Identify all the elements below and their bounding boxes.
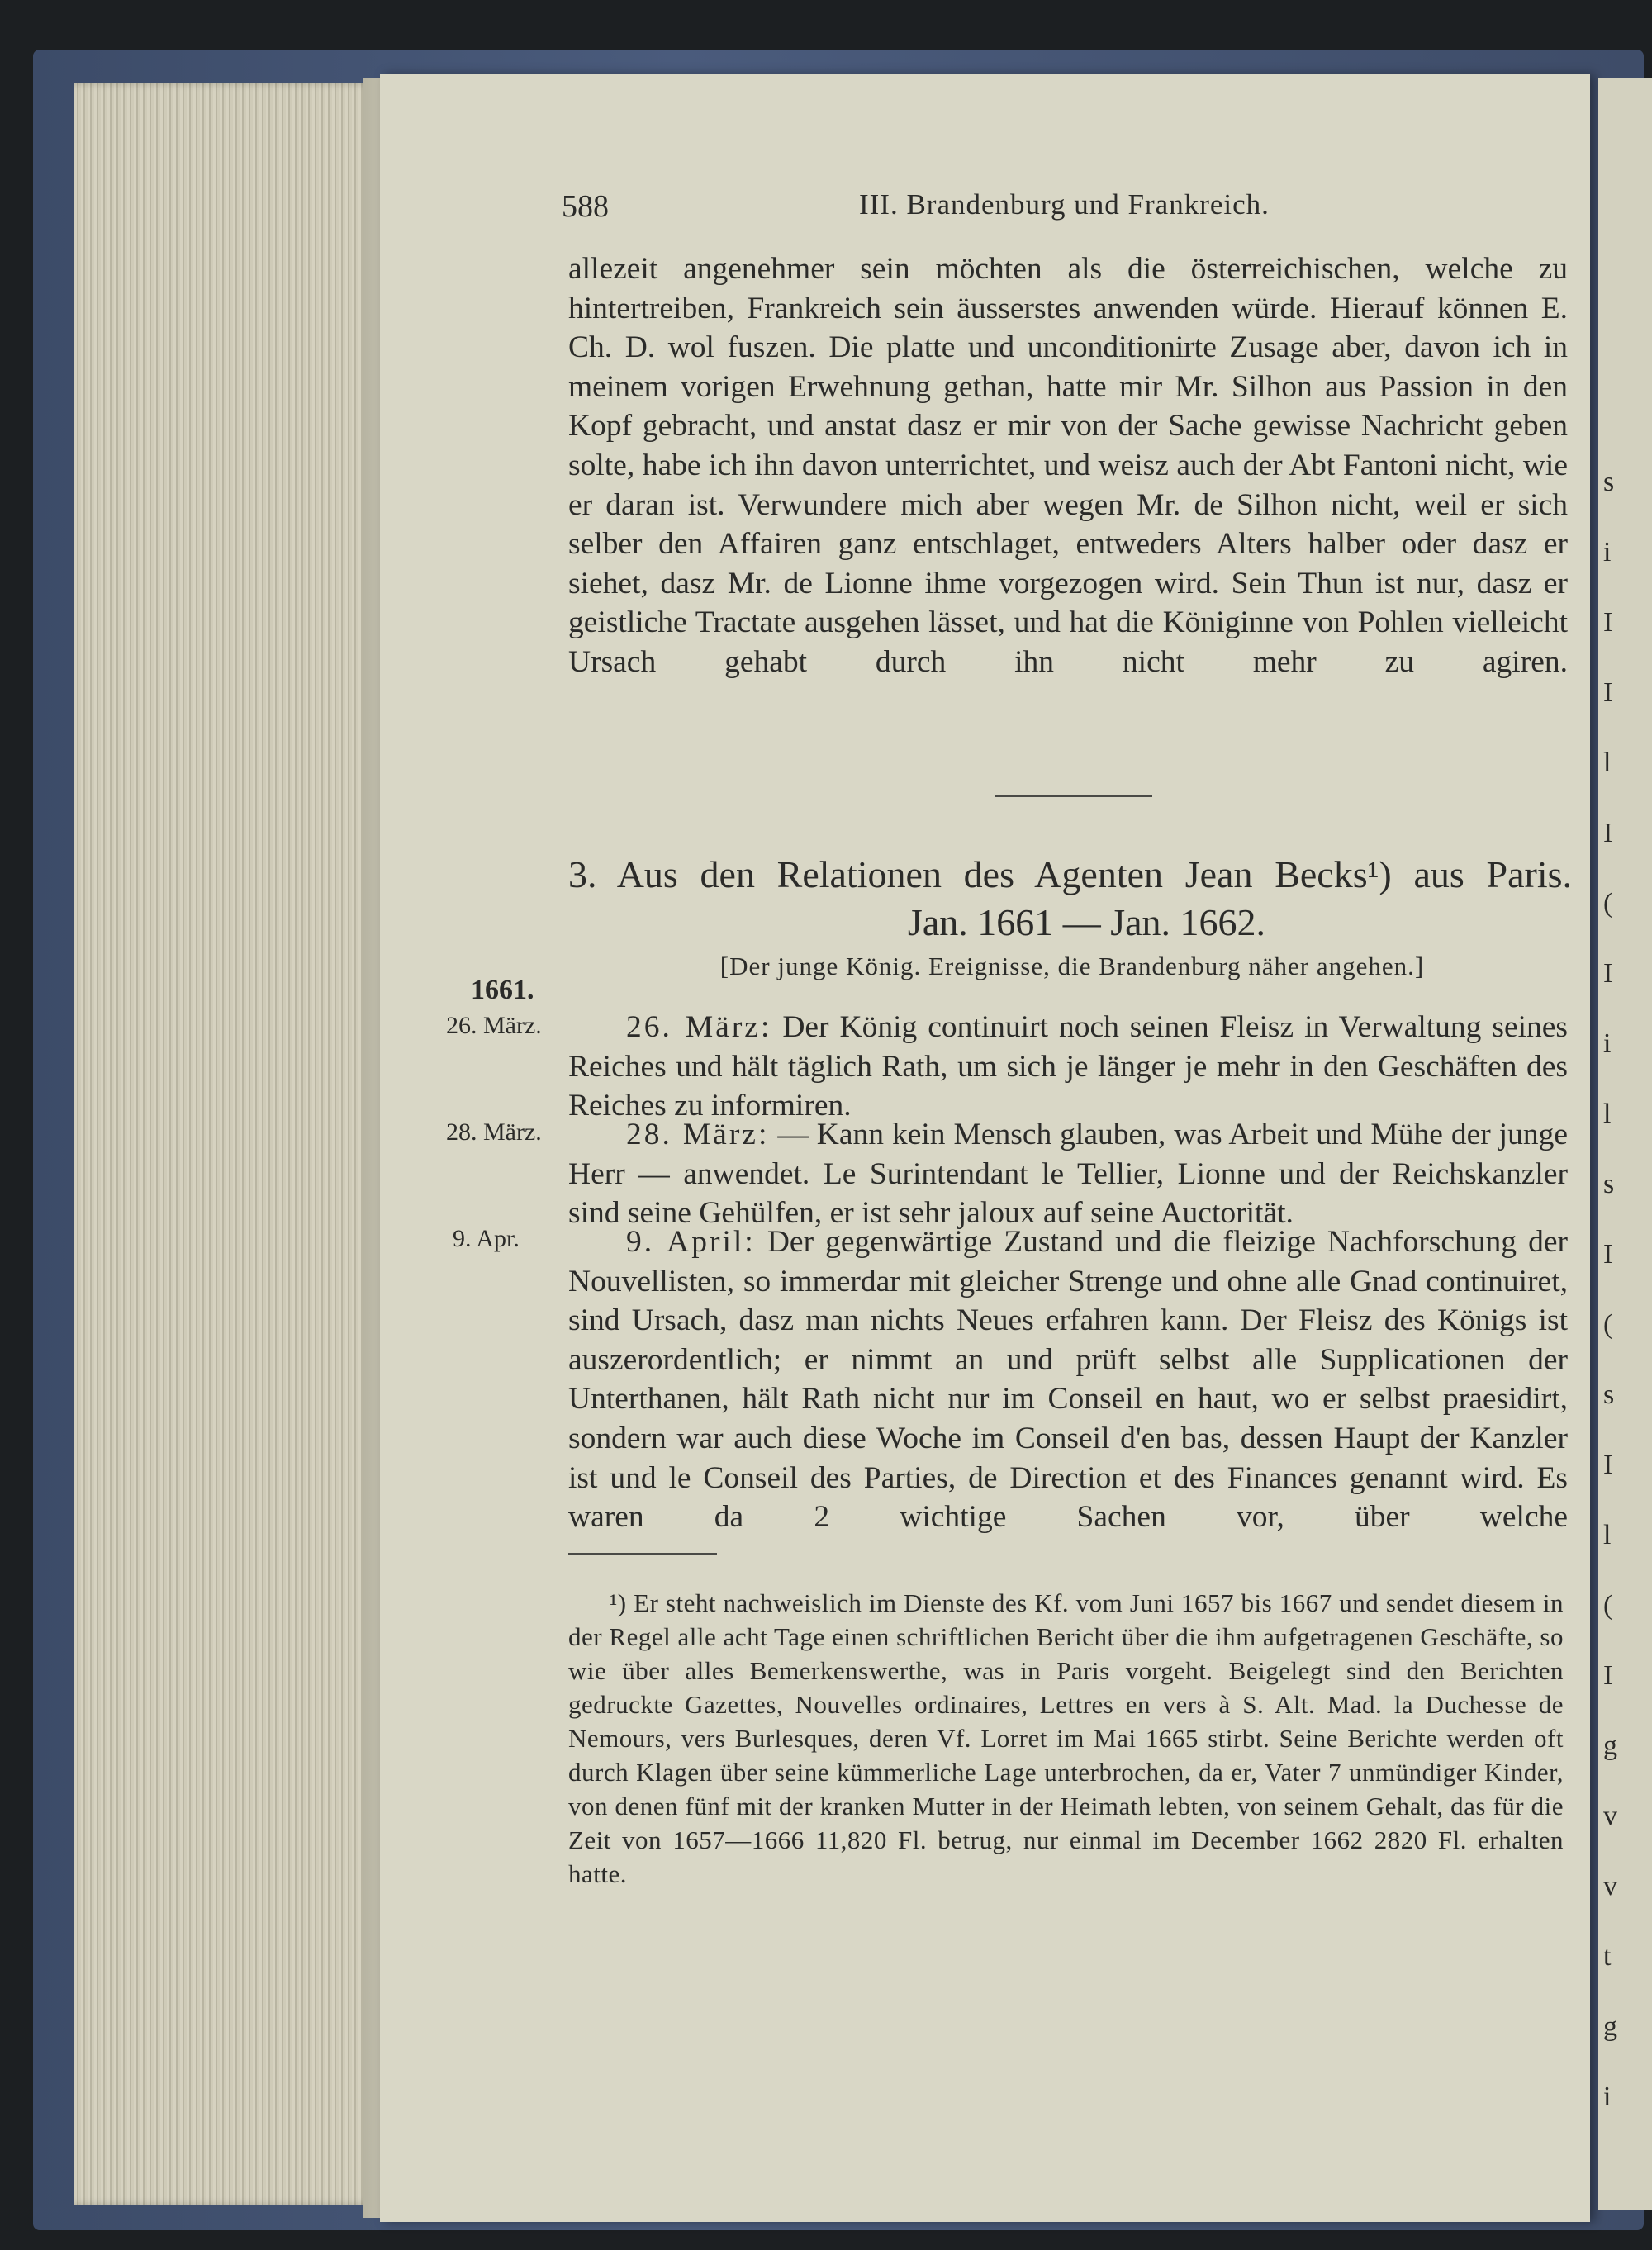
section-title-line2: Jan. 1661 — Jan. 1662. xyxy=(907,901,1266,943)
next-page-fragment: l xyxy=(1603,1520,1612,1550)
next-page-fragment: I xyxy=(1603,1239,1613,1270)
continuation-paragraph: allezeit angenehmer sein möchten als die österreichischen, welche zu hintertreiben, Frankreich sein äusserstes anwenden würde. Hierauf können E. Ch. D. wol fuszen. Die platte und unconditionirte Zusage aber, davon ich in meinem vorigen Erwehnung gethan, hatte mir Mr. Silhon aus Passion in den Kopf gebracht, und anstat dasz er mir von der Sache gewisse Nachricht geben solte, habe ich ihn davon unterrichtet, und weisz auch der Abt Fantoni nicht, wie er daran ist. Verwundere mich aber wegen Mr. de Silhon nicht, weil er sich selber den Affairen ganz entschlaget, entweders Alters halber oder dasz er siehet, dasz Mr. de Lionne ihme vorgezogen wird. Sein Thun ist nur, dasz er geistliche Tractate ausgehen lässet, und hat die Königinne von Pohlen vielleicht Ursach gehabt durch ihn nicht mehr zu agiren. xyxy=(568,252,1568,679)
entry-paragraph xyxy=(568,1008,1568,1126)
section-summary: [Der junge König. Ereignisse, die Brandenburg näher angehen.] xyxy=(719,952,1425,980)
next-page-fragment: ( xyxy=(1603,888,1613,919)
margin-date: 9. Apr. xyxy=(453,1225,520,1252)
next-page-fragment: I xyxy=(1603,1450,1613,1480)
next-page-fragment: i xyxy=(1603,537,1612,567)
next-page-fragment: v xyxy=(1603,1871,1617,1901)
entry-text: Der gegenwärtige Zustand und die fleizige Nachforschung der Nouvellisten, so immerdar mit gleicher Strenge und ohne alle Gnad continuiret, sind Ursach, dasz man nichts Neues erfahren kann. Der Fleisz des Königs ist auszerordentlich; er nimmt an und prüft selbst alle Supplicationen der Unterthanen, hält Rath nicht nur im Conseil en haut, wo er selbst praesidirt, sondern war auch diese Woche im Conseil d'en bas, dessen Haupt der Kanzler ist und le Conseil des Parties, de Direction et des Finances genannt wird. Es waren da 2 wichtige Sachen vor, über welche xyxy=(568,1225,1569,1535)
next-page-fragment: ( xyxy=(1603,1590,1613,1621)
margin-year: 1661. xyxy=(471,975,534,1005)
entry-paragraph xyxy=(568,1115,1568,1233)
section-title xyxy=(568,851,1572,947)
page-edges xyxy=(74,83,388,2205)
next-page-fragment: g xyxy=(1603,2011,1617,2042)
section-divider xyxy=(995,795,1152,797)
margin-date: 26. März. xyxy=(446,1012,542,1039)
footnote-rule xyxy=(568,1553,717,1555)
next-page-fragment: I xyxy=(1603,1660,1613,1691)
next-page-fragment: I xyxy=(1603,607,1613,638)
next-page-fragment: ( xyxy=(1603,1309,1613,1340)
next-page-fragment: I xyxy=(1603,958,1613,989)
entry-date-label: 28. März: xyxy=(626,1118,770,1151)
entry-text: Der König continuirt noch seinen Fleisz in Verwaltung seines Reiches und hält täglich Rath, um sich je länger je mehr in den Geschäften des Reiches zu informiren. xyxy=(568,1010,1568,1123)
section-title-line1: 3. Aus den Relationen des Agenten Jean Becks¹) aus Paris. xyxy=(568,853,1572,895)
next-page-fragment: v xyxy=(1603,1801,1617,1831)
running-head xyxy=(562,188,1586,230)
next-page-edge xyxy=(1598,78,1652,2210)
entry-date-label: 9. April: xyxy=(626,1225,756,1259)
next-page-fragment: s xyxy=(1603,467,1615,497)
entry-paragraph xyxy=(568,1222,1568,1537)
next-page-fragment: t xyxy=(1603,1941,1612,1972)
next-page-fragment: s xyxy=(1603,1169,1615,1199)
next-page-fragment: i xyxy=(1603,1028,1612,1059)
entry-text: — Kann kein Mensch glauben, was Arbeit und Mühe der junge Herr — anwendet. Le Surintendant le Tellier, Lionne und der Reichskanzler sind seine Gehülfen, er ist sehr jaloux auf seine Auctorität. xyxy=(568,1118,1568,1231)
header-title: III. Brandenburg und Frankreich. xyxy=(859,188,1270,221)
next-page-fragment: s xyxy=(1603,1379,1615,1410)
footnote: ¹) Er steht nachweislich im Dienste des Kf. vom Juni 1657 bis 1667 und sendet diesem in der Regel alle acht Tage einen schriftlichen Bericht über die ihm aufgetragenen Geschäfte, so wie über alles Bemerkenswerthe, was in Paris vorgeht. Beigelegt sind den Berichten gedruckte Gazettes, Nouvelles ordinaires, Lettres en vers à S. Alt. Mad. la Duchesse de Nemours, vers Burlesques, deren Vf. Lorret im Mai 1665 stirbt. Seine Berichte werden oft durch Klagen über seine kümmerliche Lage unterbrochen, da er, Vater 7 unmündiger Kinder, von denen fünf mit der kranken Mutter in der Heimath lebten, von seinem Gehalt, das für die Zeit von 1657—1666 11,820 Fl. betrug, nur einmal im December 1662 2820 Fl. erhalten hatte. xyxy=(568,1588,1564,1888)
margin-date: 28. März. xyxy=(446,1118,542,1146)
next-page-fragment: l xyxy=(1603,1099,1612,1129)
next-page-fragment: I xyxy=(1603,677,1613,708)
next-page-fragment: I xyxy=(1603,818,1613,848)
next-page-fragment: l xyxy=(1603,748,1612,778)
page-number: 588 xyxy=(562,189,609,224)
next-page-fragment: g xyxy=(1603,1730,1617,1761)
entry-date-label: 26. März: xyxy=(626,1010,772,1044)
next-page-fragment: i xyxy=(1603,2081,1612,2112)
